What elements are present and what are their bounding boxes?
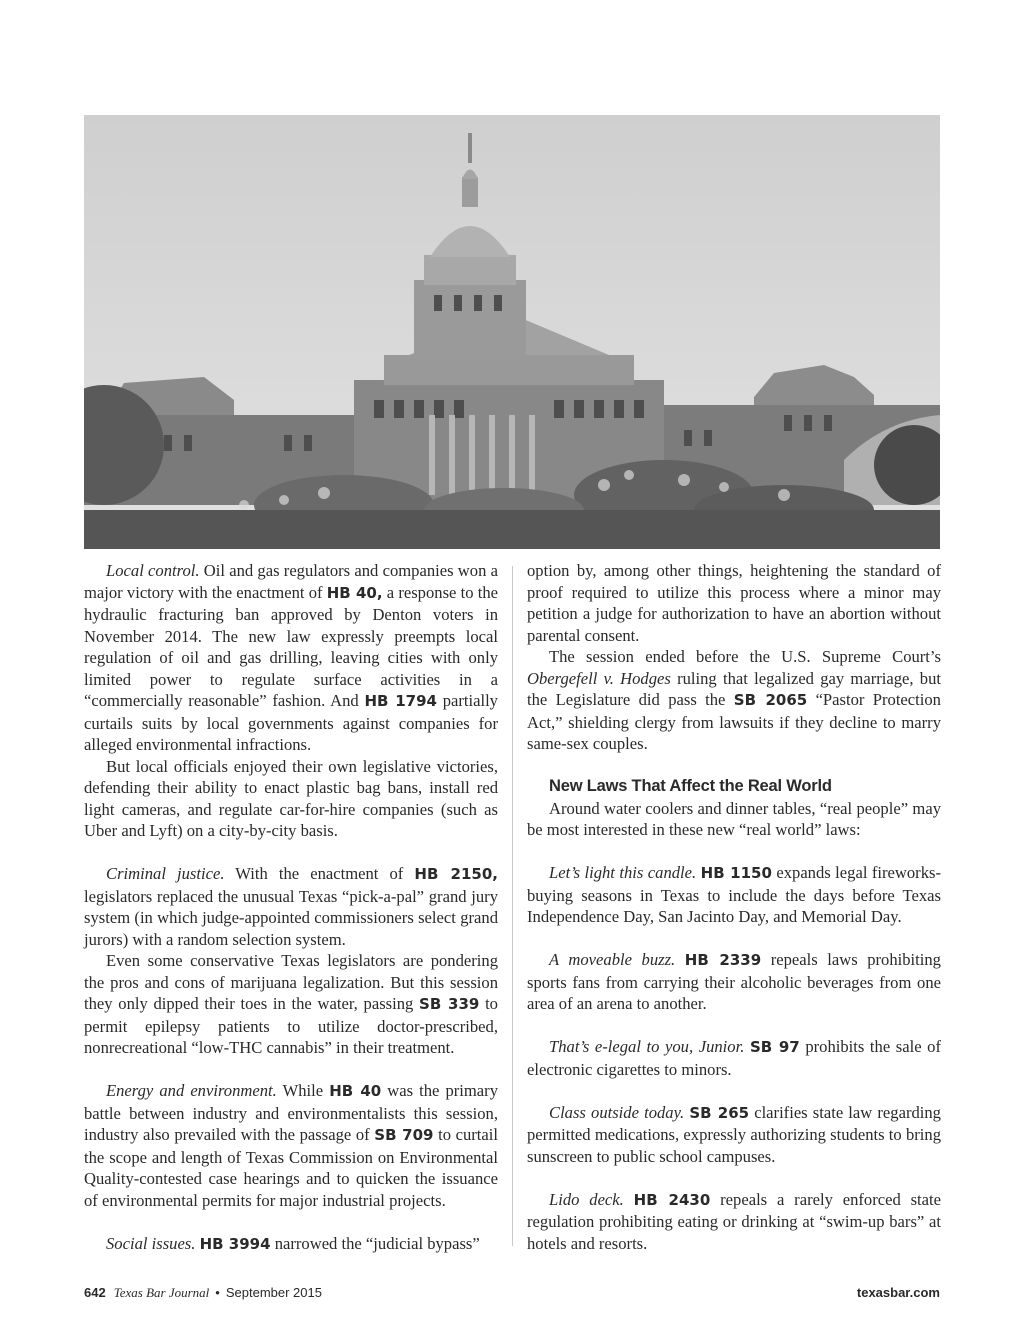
body-text: clarifies state law regarding permitted medications, expressly authorizing students to bring sunscreen to public school campuses. [527,1102,941,1166]
lead-in: Let’s light this candle. [549,863,697,882]
paragraph-marijuana [84,950,498,1059]
bullet-separator: • [215,1285,220,1300]
body-text: prohibits the sale of electronic cigarettes to minors. [527,1037,941,1079]
body-text: was the primary battle between industry and environmentalists this session, industry also prevailed with the passage of [84,1081,498,1144]
bill-reference: SB 339 [419,995,480,1013]
page-footer [84,1284,940,1302]
paragraph-intro: Around water coolers and dinner tables, “real people” may be most interested in these new “real world” laws: [527,798,941,839]
paragraph-ecigarettes [527,1036,941,1080]
bill-reference: HB 2430 [633,1190,711,1209]
lead-in: That’s e-legal to you, Junior. [549,1037,745,1056]
body-text [675,950,685,969]
body-text: With the enactment of [224,864,415,883]
body-text [624,1190,634,1209]
lead-in: Lido deck. [549,1189,624,1209]
paragraph-fireworks [527,862,941,928]
body-text: repeals laws prohibiting sports fans from carrying their alcoholic beverages from one area of an arena to another. [527,950,941,1013]
issue-date: September 2015 [225,1285,322,1300]
lead-in: Social issues. [106,1233,196,1253]
bill-reference: HB 2339 [684,951,762,969]
capitol-photo [84,115,940,549]
left-column [84,560,498,1255]
paragraph-criminal-justice [84,863,498,950]
paragraph-energy [84,1080,498,1211]
bill-reference: HB 1150 [700,864,772,882]
paragraph-buzz [527,949,941,1015]
lead-in: A moveable buzz. [549,950,676,969]
body-text: legislators replaced the unusual Texas “pick-a-pal” grand jury system (in which judge-appointed commissioners select grand jurors) with a random selection system. [84,886,498,949]
paragraph-local-officials: But local officials enjoyed their own legislative victories, defending their ability to enact plastic bag bans, install red light cameras, and regulate car-for-hire companies (such as Uber and Lyft) on a city-by-city basis. [84,756,498,840]
lead-in: Class outside today. [549,1102,685,1122]
bill-reference: SB 265 [689,1103,750,1122]
bill-reference: HB 3994 [199,1234,271,1253]
paragraph-supreme-court [527,646,941,755]
bill-reference: SB 97 [749,1038,800,1056]
body-text: narrowed the “judicial bypass” [270,1233,480,1253]
column-divider [512,566,513,1246]
lead-in: Criminal justice. [106,864,225,883]
bill-reference: HB 2150, [414,865,498,883]
body-text: a response to the hydraulic fracturing ban approved by Denton voters in November 2014. The new law expressly preempts local regulation of oil and gas drilling, leaving cities with only limited power to regulate surface activities in a “commercially reasonable” fashion. And [84,582,498,710]
body-text: While [276,1081,330,1100]
paragraph-local-control [84,560,498,756]
body-text: Oil and gas regulators and companies won a major victory with the enactment of [84,561,498,602]
lead-in: Local control. [106,561,200,580]
body-text: “Pastor Protection Act,” shielding clergy from lawsuits if they decline to marry same-sex couples. [527,690,941,753]
body-text: The session ended before the U.S. Supreme Court’s [549,647,941,666]
paragraph-social-issues [84,1233,498,1256]
paragraph-sunscreen [527,1102,941,1168]
bill-reference: SB 709 [374,1126,434,1144]
bill-reference: HB 40 [329,1082,382,1100]
body-text: expands legal fireworks-buying seasons in Texas to include the days before Texas Independence Day, San Jacinto Day, and Memorial Day. [527,863,941,926]
bill-reference: SB 2065 [733,691,808,709]
body-text: partially curtails suits by local governments against companies for alleged environmental infractions. [84,691,498,754]
bill-reference: HB 40, [326,583,383,602]
body-text: ruling that legalized gay marriage, but the Legislature did pass the [527,668,941,709]
bill-reference: HB 1794 [364,692,437,710]
body-text: Even some conservative Texas legislators are pondering the pros and cons of marijuana legalization. But this session they only dipped their toes in the water, passing [84,951,498,1013]
right-column [527,560,941,1254]
body-text: repeals a rarely enforced state regulation prohibiting eating or drinking at “swim-up bars” at hotels and resorts. [527,1189,941,1253]
journal-name: Texas Bar Journal [113,1285,210,1300]
case-name: Obergefell v. Hodges [527,668,671,688]
section-heading: New Laws That Affect the Real World [549,777,832,795]
page-number: 642 [84,1285,106,1300]
body-text: to permit epilepsy patients to utilize doctor-prescribed, nonrecreational “low-THC cannabis” in their treatment. [84,994,498,1057]
website-link[interactable]: texasbar.com [856,1285,940,1300]
lead-in: Energy and environment. [106,1081,277,1100]
paragraph-continuation: option by, among other things, heightening the standard of proof required to utilize this process where a minor may petition a judge for authorization to have an abortion without parental consent. [527,561,941,645]
body-text: to curtail the scope and length of Texas Commission on Environmental Quality-contested case hearings and to quicken the issuance of environmental permits for major industrial projects. [84,1125,498,1210]
paragraph-lido-deck [527,1189,941,1255]
